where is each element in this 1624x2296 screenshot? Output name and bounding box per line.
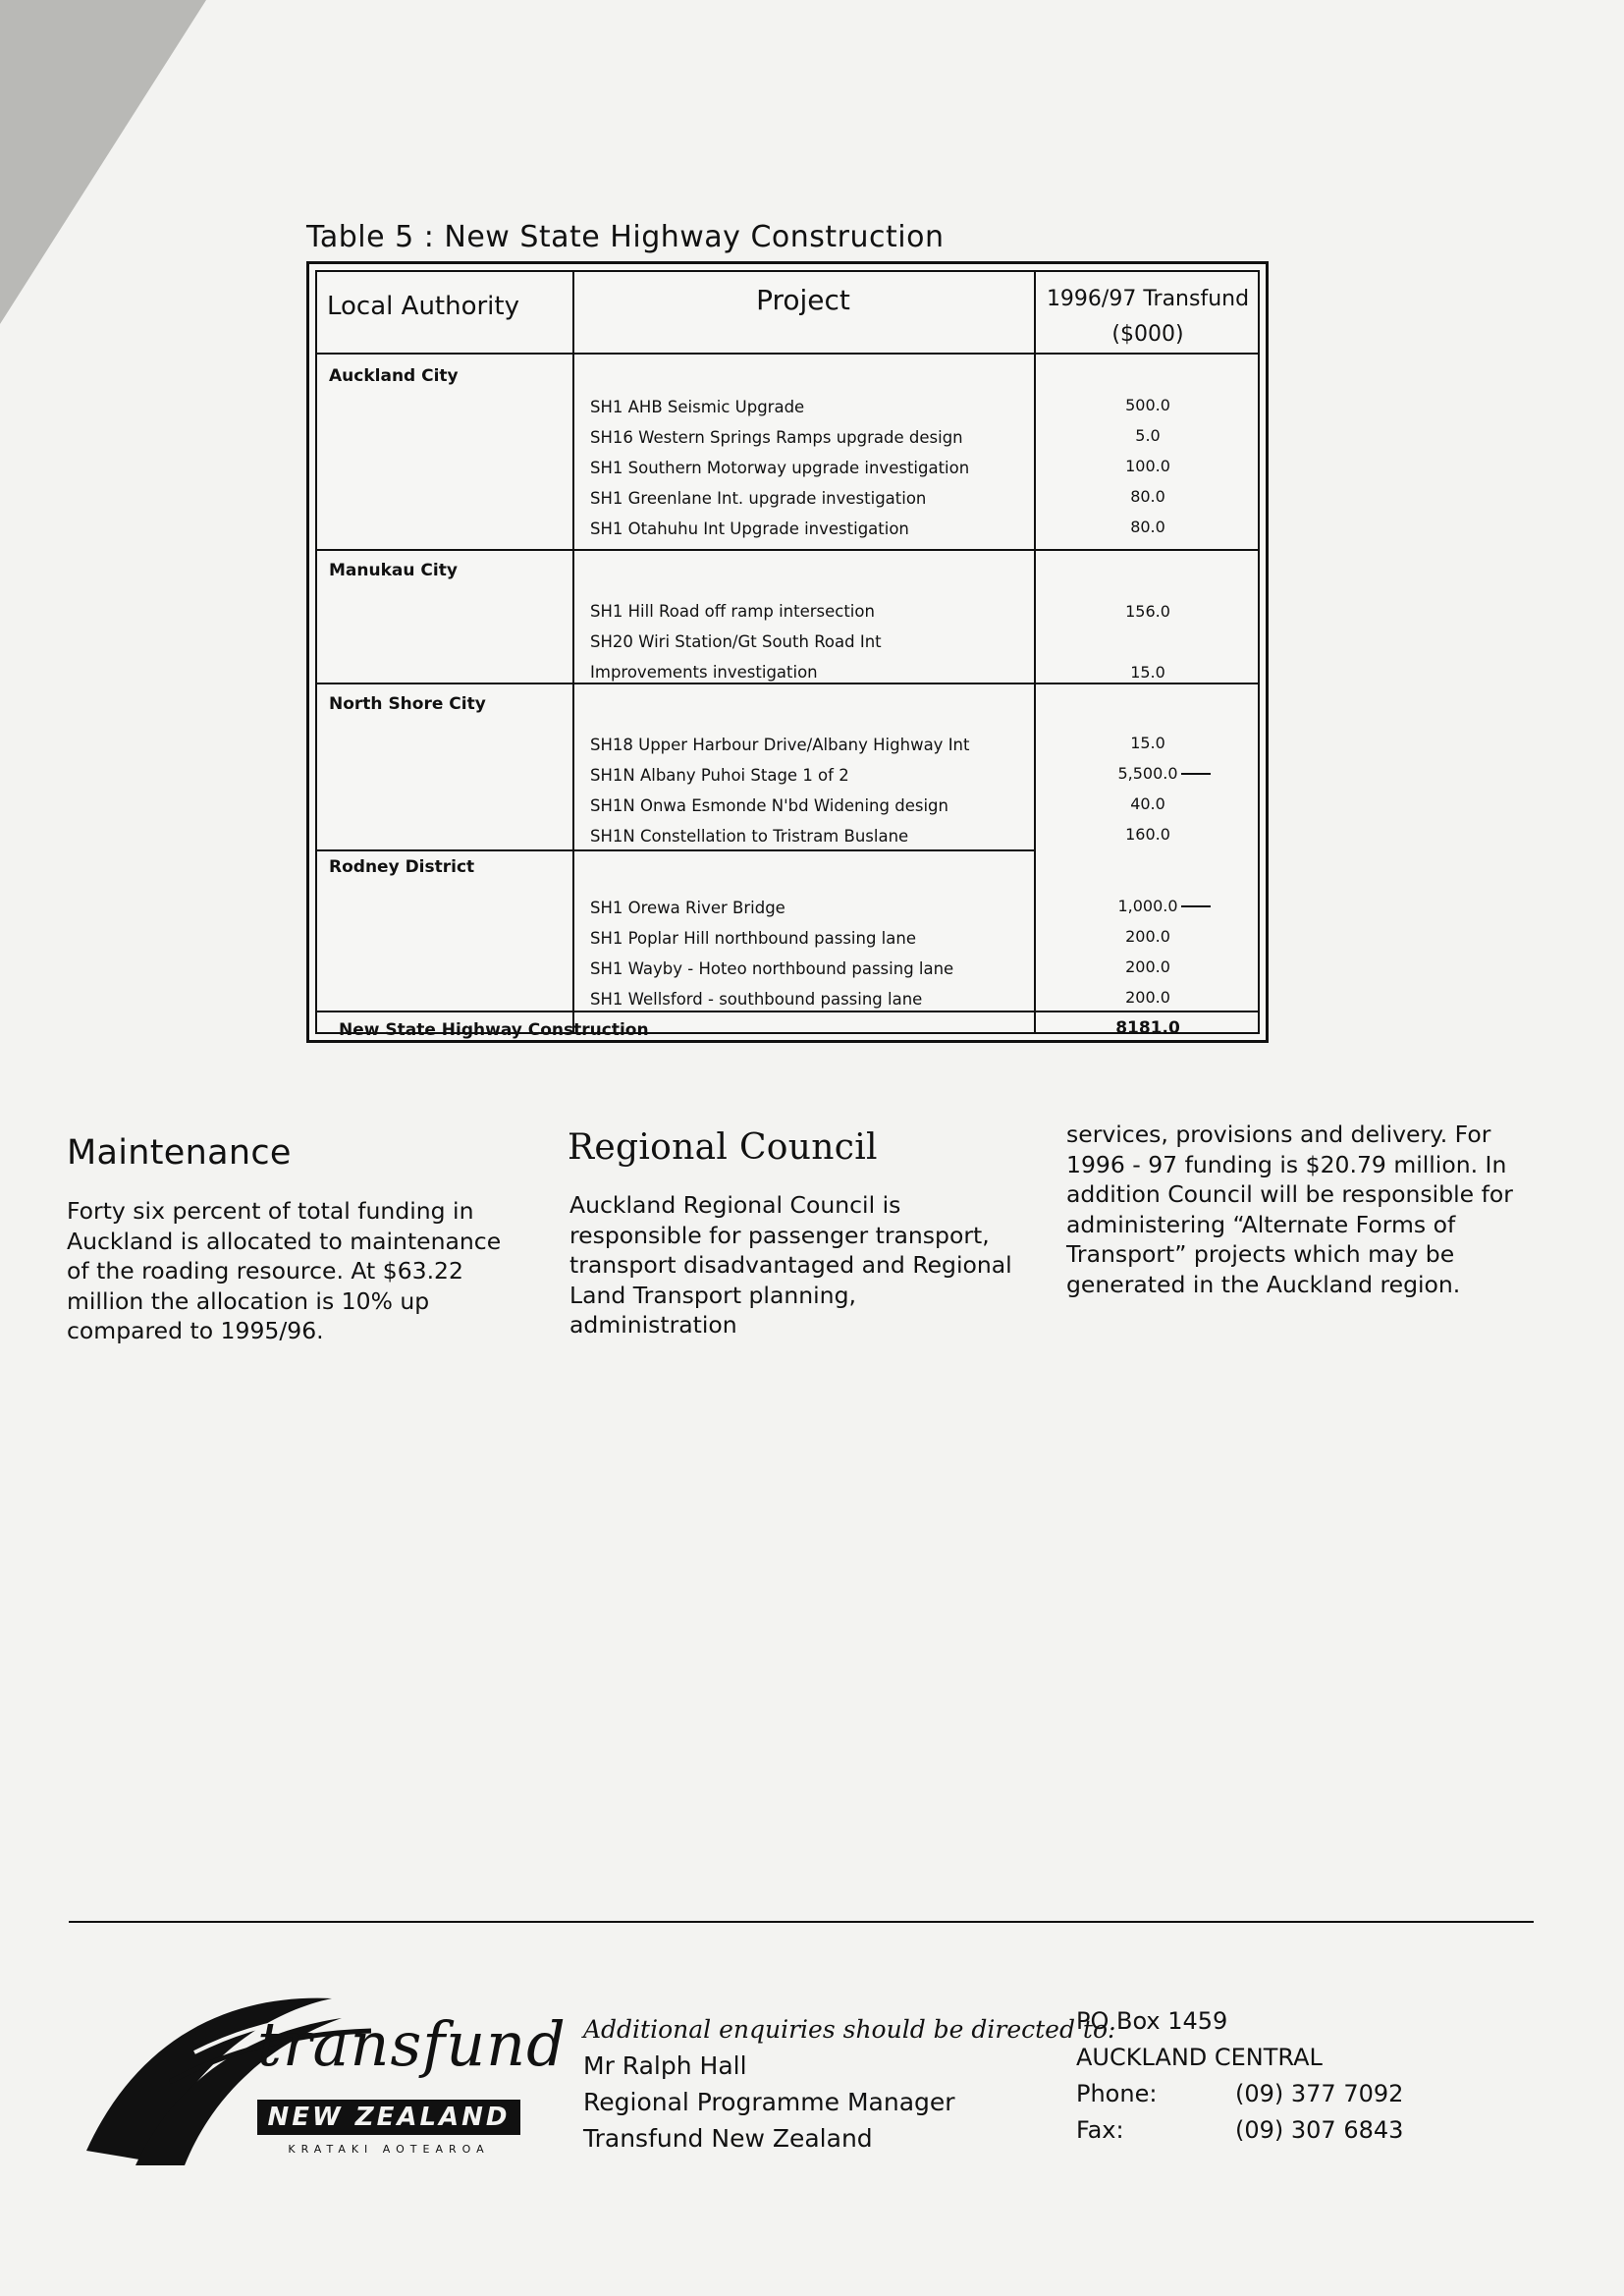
header-funding	[1036, 282, 1260, 353]
row-divider	[317, 353, 1258, 355]
city: AUCKLAND CENTRAL	[1076, 2044, 1323, 2071]
header-funding-line2: ($000)	[1111, 322, 1184, 347]
project-name: SH1N Constellation to Tristram Buslane	[590, 827, 909, 846]
total-value: 8181.0	[1115, 1018, 1180, 1038]
table-title: Table 5 : New State Highway Construction	[306, 220, 945, 254]
project-list	[590, 893, 1032, 1014]
regional-council-body	[569, 1190, 1029, 1340]
regional-council-paragraph: Auckland Regional Council is responsible for passenger transport, transport disadvantaged and Regional Land Transport planning, administration	[569, 1191, 1012, 1339]
header-local-authority: Local Authority	[327, 292, 519, 321]
authority-manukau-city: Manukau City	[329, 561, 458, 580]
enquiries-line: Regional Programme Manager	[583, 2088, 955, 2116]
fax-label: Fax:	[1076, 2116, 1124, 2144]
services-body	[1066, 1120, 1526, 1299]
enquiries-line: Mr Ralph Hall	[583, 2051, 747, 2080]
transfund-logo-icon	[77, 1974, 548, 2190]
annotation-dash	[1181, 905, 1211, 907]
regional-council-heading: Regional Council	[568, 1127, 878, 1168]
project-value: 200.0	[1125, 988, 1170, 1007]
maintenance-paragraph: Forty six percent of total funding in Auckland is allocated to maintenance of the roading resource. At $63.22 million the allocation is 10% up compared to 1995/96.	[67, 1197, 502, 1344]
phone-label: Phone:	[1076, 2080, 1158, 2107]
project-value: 500.0	[1125, 396, 1170, 414]
row-divider	[317, 849, 1036, 851]
po-box: PO Box 1459	[1076, 2007, 1228, 2035]
authority-rodney-district: Rodney District	[329, 857, 475, 877]
fax-row	[1076, 2112, 1403, 2149]
project-name: SH20 Wiri Station/Gt South Road Int	[590, 632, 882, 651]
logo-subtitle: NEW ZEALAND	[257, 2100, 520, 2135]
value-list	[1036, 728, 1260, 849]
project-value: 200.0	[1125, 927, 1170, 946]
project-list	[590, 730, 1032, 851]
project-value: 100.0	[1125, 457, 1170, 475]
footer-divider	[69, 1921, 1534, 1923]
logo-maori-text: KRATAKI AOTEAROA	[288, 2143, 490, 2156]
table-frame	[315, 270, 1260, 1040]
enquiries-block	[583, 2011, 1115, 2157]
project-value: 15.0	[1130, 663, 1165, 682]
project-name: SH18 Upper Harbour Drive/Albany Highway Int	[590, 736, 970, 754]
total-label: New State Highway Construction	[339, 1020, 649, 1040]
services-paragraph: services, provisions and delivery. For 1996 - 97 funding is $20.79 million. In addition Council will be responsible for administering “Alternate Forms of Transport” projects which may be generated in the Auckland region.	[1066, 1121, 1513, 1298]
contact-block	[1076, 2003, 1403, 2149]
project-name: SH1 Otahuhu Int Upgrade investigation	[590, 519, 909, 538]
value-list	[1036, 390, 1260, 542]
maintenance-body	[67, 1196, 530, 1346]
project-name: SH1 Hill Road off ramp intersection	[590, 602, 875, 621]
enquiries-line: Transfund New Zealand	[583, 2124, 873, 2153]
project-value: 40.0	[1130, 794, 1165, 813]
project-list	[590, 392, 1032, 544]
project-name: SH1 AHB Seismic Upgrade	[590, 398, 805, 416]
project-value: 200.0	[1125, 957, 1170, 976]
project-list	[590, 596, 1032, 687]
value-list	[1036, 596, 1260, 687]
project-name: SH1N Onwa Esmonde N'bd Widening design	[590, 796, 948, 815]
project-name: SH1 Wellsford - southbound passing lane	[590, 990, 923, 1009]
project-name: SH16 Western Springs Ramps upgrade design	[590, 428, 963, 447]
highway-construction-table	[306, 261, 1269, 1043]
value-list	[1036, 891, 1260, 1012]
column-divider	[572, 272, 574, 1032]
project-name: SH1 Wayby - Hoteo northbound passing lane	[590, 959, 954, 978]
fax-number: (09) 307 6843	[1235, 2116, 1404, 2144]
project-name: Improvements investigation	[590, 663, 818, 682]
enquiries-title: Additional enquiries should be directed to:	[583, 2015, 1116, 2044]
maintenance-heading: Maintenance	[67, 1133, 292, 1173]
header-funding-line1: 1996/97 Transfund	[1046, 287, 1250, 311]
row-divider	[317, 549, 1258, 551]
row-divider	[317, 1011, 1258, 1012]
header-project: Project	[756, 284, 850, 316]
project-value	[1036, 627, 1260, 657]
page-fold-corner	[0, 0, 206, 324]
project-value: 156.0	[1125, 602, 1170, 621]
project-value: 1,000.0	[1117, 897, 1178, 915]
phone-number: (09) 377 7092	[1235, 2080, 1404, 2107]
project-name: SH1N Albany Puhoi Stage 1 of 2	[590, 766, 849, 785]
project-name: SH1 Greenlane Int. upgrade investigation	[590, 489, 927, 508]
project-value: 15.0	[1130, 734, 1165, 752]
project-value: 160.0	[1125, 825, 1170, 844]
project-value: 5,500.0	[1117, 764, 1178, 783]
authority-north-shore-city: North Shore City	[329, 694, 486, 714]
row-divider	[317, 683, 1258, 684]
annotation-dash	[1181, 773, 1211, 775]
authority-auckland-city: Auckland City	[329, 366, 459, 386]
logo-wordmark: transfund	[257, 2008, 567, 2080]
project-value: 80.0	[1130, 518, 1165, 536]
project-name: SH1 Southern Motorway upgrade investigation	[590, 459, 970, 477]
project-name: SH1 Orewa River Bridge	[590, 899, 785, 917]
project-value: 5.0	[1135, 426, 1161, 445]
phone-row	[1076, 2076, 1403, 2112]
project-name: SH1 Poplar Hill northbound passing lane	[590, 929, 916, 948]
project-value: 80.0	[1130, 487, 1165, 506]
